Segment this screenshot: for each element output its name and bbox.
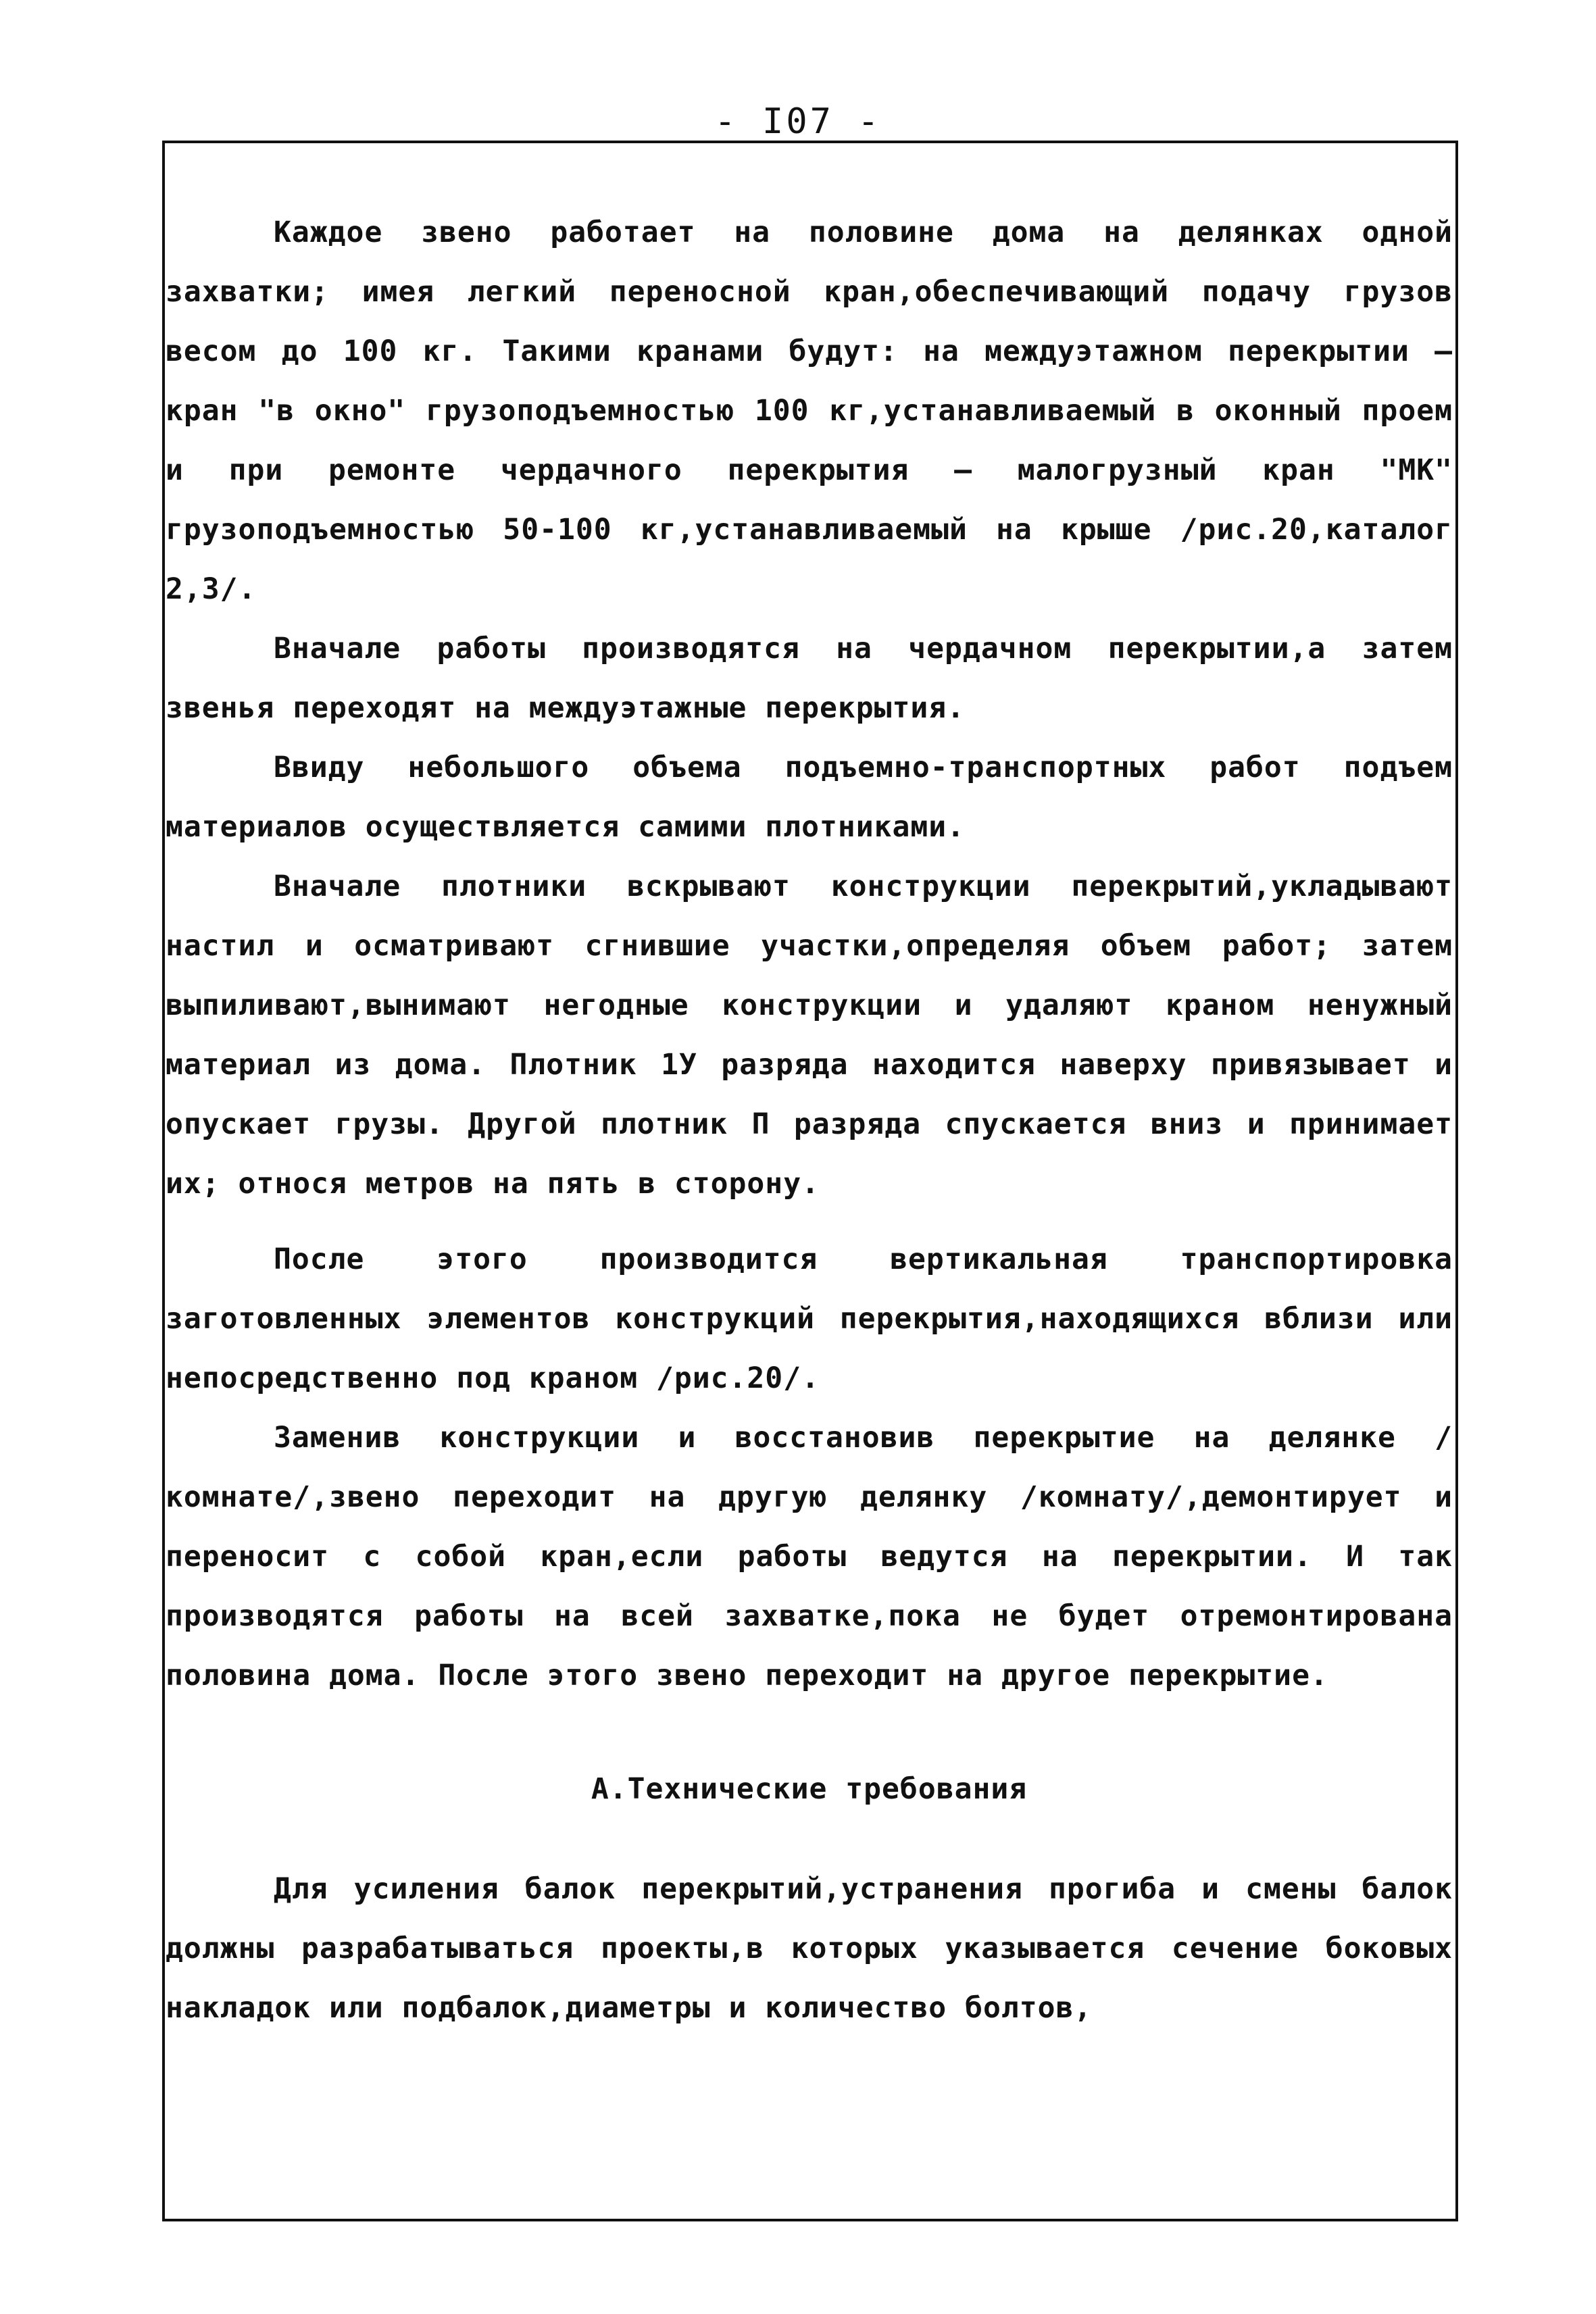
page-number: - I07 - xyxy=(714,101,882,142)
document-body xyxy=(166,203,1453,2038)
paragraph-6: Заменив конструкции и восстановив перекрытие на делянке /комнате/,звено переходит на другую делянку /комнату/,демонтирует и переносит с собой кран,если работы ведутся на перекрытии. И так производятся работы на всей захватке,пока не будет отремонтирована половина дома. После этого звено переходит на другое перекрытие. xyxy=(166,1421,1453,1692)
paragraph-4: Вначале плотники вскрывают конструкции перекрытий,укладывают настил и осматривают сгнившие участки,определяя объем работ; затем выпиливают,вынимают негодные конструкции и удаляют краном ненужный материал из дома. Плотник 1У разряда находится наверху привязывает и опускает грузы. Другой плотник П разряда спускается вниз и принимает их; относя метров на пять в сторону. xyxy=(166,870,1453,1201)
paragraph-3: Ввиду небольшого объема подъемно-транспортных работ подъем материалов осуществляется самими плотниками. xyxy=(166,751,1453,844)
paragraph-2: Вначале работы производятся на чердачном перекрытии,а затем звенья переходят на междуэтажные перекрытия. xyxy=(166,632,1453,725)
paragraph-7: Для усиления балок перекрытий,устранения прогиба и смены балок должны разрабатываться проекты,в которых указывается сечение боковых накладок или подбалок,диаметры и количество болтов, xyxy=(166,1872,1453,2025)
section-heading: А.Технические требования xyxy=(591,1772,1028,1806)
paragraph-1: Каждое звено работает на половине дома на делянках одной захватки; имея легкий переносной кран,обеспечивающий подачу грузов весом до 100 кг. Такими кранами будут: на междуэтажном перекрытии – кран "в окно" грузоподъемностью 100 кг,устанавливаемый в оконный проем и при ремонте чердачного перекрытия – малогрузный кран "МК" грузоподъемностью 50-100 кг,устанавливаемый на крыше /рис.20,каталог 2,3/. xyxy=(166,216,1453,606)
paragraph-5: После этого производится вертикальная транспортировка заготовленных элементов конструкций перекрытия,находящихся вблизи или непосредственно под краном /рис.20/. xyxy=(166,1242,1453,1395)
